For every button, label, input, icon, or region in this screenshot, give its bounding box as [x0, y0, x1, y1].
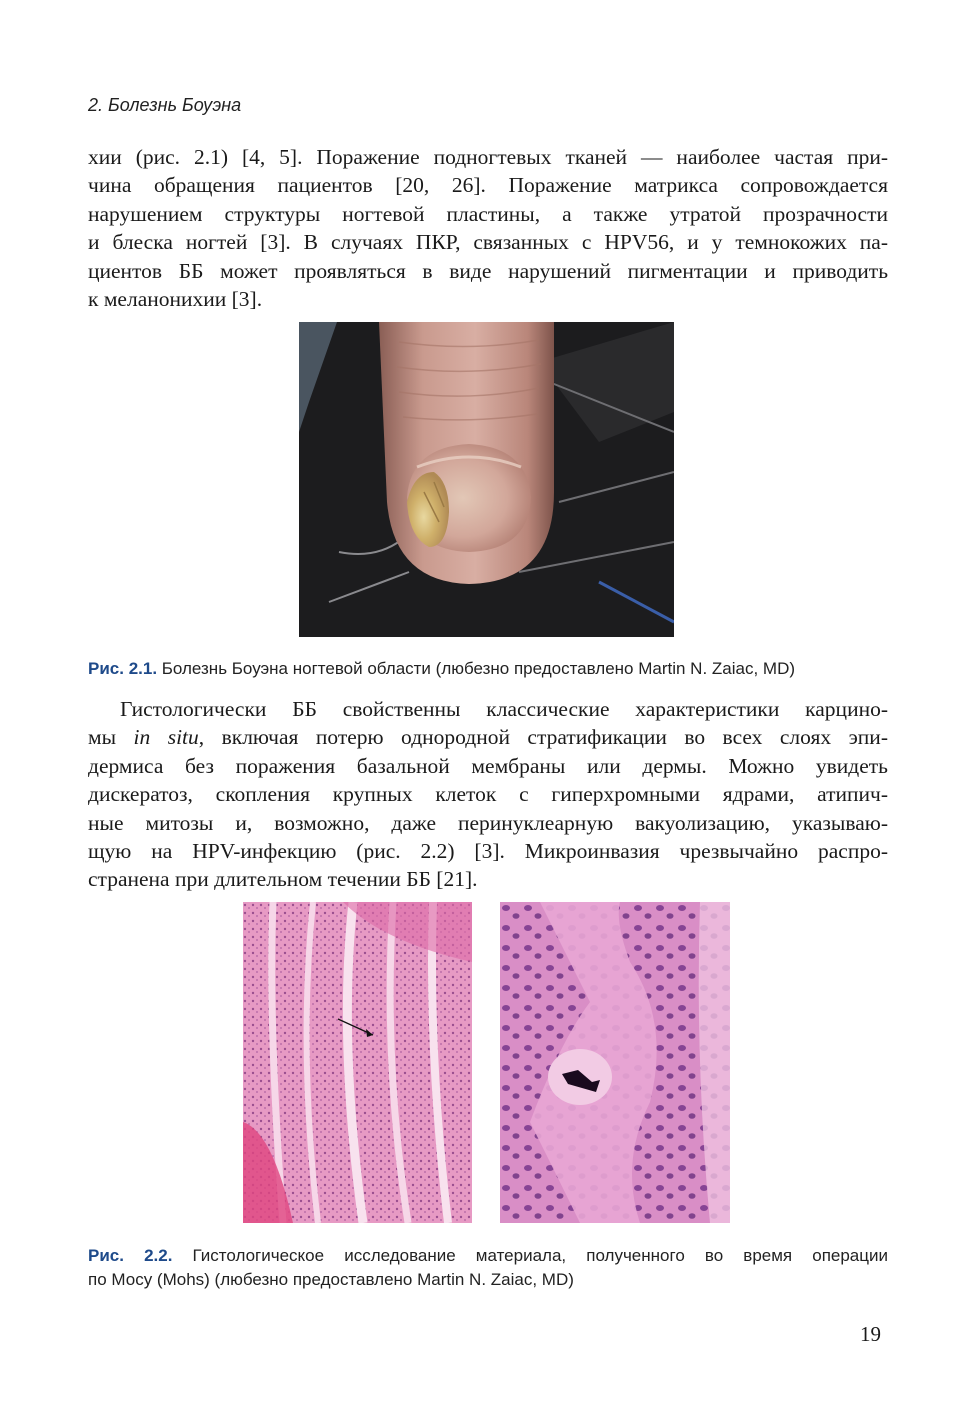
caption-text: по Мосу (Mohs) (любезно предоставлено Martin N. Zaiac, MD) [88, 1270, 574, 1289]
text-line: мы in situ, включая потерю однородной стратификации во всех слоях эпи- [88, 725, 888, 750]
figure-2-2-histology-right [500, 902, 730, 1223]
caption-text: Болезнь Боуэна ногтевой области (любезно предоставлено Martin N. Zaiac, MD) [157, 659, 796, 678]
figure-2-2-caption [88, 1244, 888, 1292]
figure-2-1-caption [88, 657, 888, 681]
text-line: чина обращения пациентов [20, 26]. Поражение матрикса сопровождается [88, 173, 888, 198]
text-line: к меланонихии [3]. [88, 287, 263, 312]
text-line: странена при длительном течении ББ [21]. [88, 867, 478, 892]
paragraph-2 [88, 695, 888, 894]
text-line: ные митозы и, возможно, даже перинуклеарную вакуолизацию, указываю- [88, 810, 888, 835]
paragraph-1 [88, 143, 888, 313]
caption-text: Гистологическое исследование материала, полученного во время операции [172, 1246, 888, 1265]
running-head: 2. Болезнь Боуэна [88, 95, 242, 115]
text-line: дискератоз, скопления крупных клеток с гиперхромными ядрами, атипич- [88, 782, 888, 807]
figure-2-2-histology-left [243, 902, 472, 1223]
text-line: хии (рис. 2.1) [4, 5]. Поражение подногтевых тканей — наиболее частая при- [88, 145, 888, 169]
page-number: 19 [860, 1322, 881, 1346]
text-line: щую на HPV-инфекцию (рис. 2.2) [3]. Микроинвазия чрезвычайно распро- [88, 839, 888, 864]
text-line: нарушением структуры ногтевой пластины, а также утратой прозрачности [88, 201, 888, 226]
text-line: дермиса без поражения базальной мембраны или дермы. Можно увидеть [88, 753, 888, 778]
text-line: Гистологически ББ свойственны классические характеристики карцино- [120, 697, 888, 721]
figure-2-1-nail-photo [299, 322, 674, 637]
text-line: циентов ББ может проявляться в виде нарушений пигментации и приводить [88, 258, 888, 283]
text-line: и блеска ногтей [3]. В случаях ПКР, связанных с HPV56, и у темнокожих па- [88, 230, 888, 255]
figure-label: Рис. 2.2. [88, 1246, 173, 1265]
figure-label: Рис. 2.1. [88, 659, 158, 678]
